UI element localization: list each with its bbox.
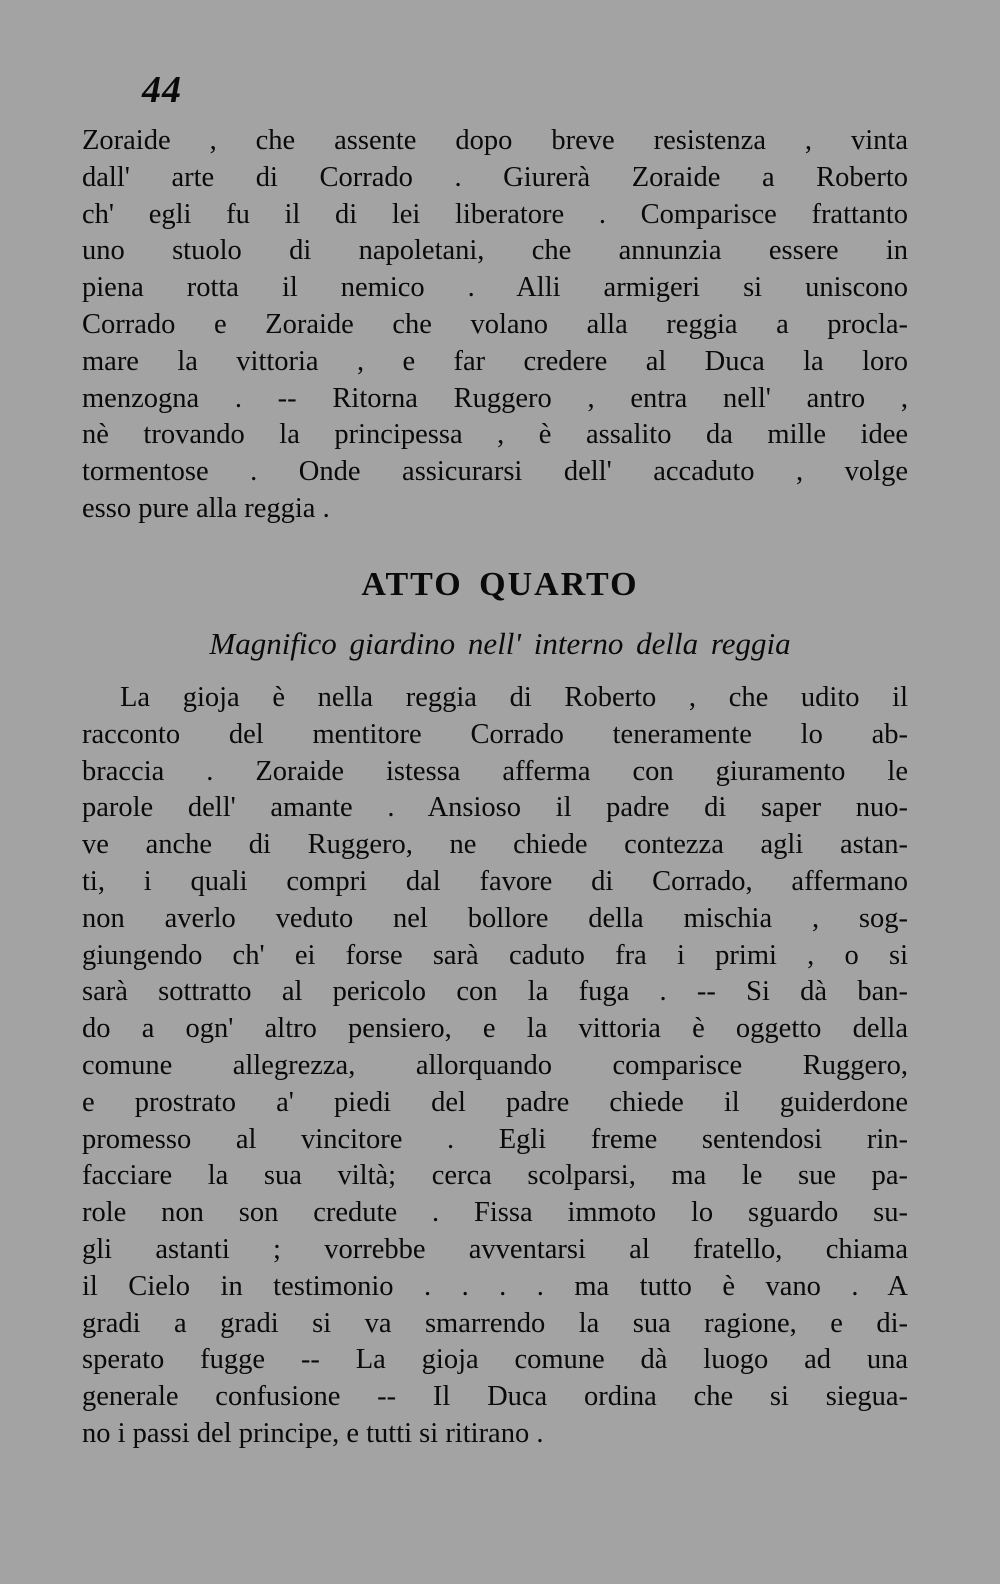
text-line: gli astanti ; vorrebbe avventarsi al fratello, chiama bbox=[82, 1233, 908, 1265]
text-line: generale confusione -- Il Duca ordina che si siegua- bbox=[82, 1381, 908, 1413]
text-line: La gioja è nella reggia di Roberto , che udito il bbox=[120, 682, 908, 713]
text-line: parole dell' amante . Ansioso il padre di saper nuo- bbox=[82, 792, 908, 824]
text-line: braccia . Zoraide istessa afferma con giuramento le bbox=[82, 755, 908, 787]
text-line: esso pure alla reggia . bbox=[82, 492, 330, 524]
text-line: mare la vittoria , e far credere al Duca la loro bbox=[82, 345, 908, 377]
text-line: racconto del mentitore Corrado teneramente lo ab- bbox=[82, 718, 908, 750]
text-line: Corrado e Zoraide che volano alla reggia a procla- bbox=[82, 308, 908, 340]
text-line: menzogna . -- Ritorna Ruggero , entra nell' antro , bbox=[82, 382, 908, 414]
text-line: Zoraide , che assente dopo breve resistenza , vinta bbox=[82, 125, 908, 156]
text-line: tormentose . Onde assicurarsi dell' accaduto , volge bbox=[82, 456, 908, 488]
text-line: uno stuolo di napoletani, che annunzia essere in bbox=[82, 235, 908, 267]
page-number: 44 bbox=[142, 69, 182, 111]
text-line: ti, i quali compri dal favore di Corrado, affermano bbox=[82, 865, 908, 897]
text-line: gradi a gradi si va smarrendo la sua ragione, e di- bbox=[82, 1307, 908, 1339]
text-line: do a ogn' altro pensiero, e la vittoria è oggetto della bbox=[82, 1013, 908, 1045]
paragraph-synopsis-act-four bbox=[82, 680, 908, 1453]
text-line: nè trovando la principessa , è assalito da mille idee bbox=[82, 419, 908, 451]
text-line: sarà sottratto al pericolo con la fuga . -- Si dà ban- bbox=[82, 976, 908, 1008]
text-line: comune allegrezza, allorquando comparisce Ruggero, bbox=[82, 1049, 908, 1081]
text-line: facciare la sua viltà; cerca scolparsi, ma le sue pa- bbox=[82, 1160, 908, 1192]
text-line: giungendo ch' ei forse sarà caduto fra i primi , o si bbox=[82, 939, 908, 971]
text-line: no i passi del principe, e tutti si ritirano . bbox=[82, 1417, 544, 1449]
text-line: ch' egli fu il di lei liberatore . Comparisce frattanto bbox=[82, 198, 908, 230]
act-heading: ATTO QUARTO bbox=[361, 566, 639, 603]
text-line: e prostrato a' piedi del padre chiede il guiderdone bbox=[82, 1086, 908, 1118]
text-line: sperato fugge -- La gioja comune dà luogo ad una bbox=[82, 1344, 908, 1376]
scene-subheading: Magnifico giardino nell' interno della reggia bbox=[209, 626, 791, 661]
paragraph-synopsis-act-three-end bbox=[82, 123, 908, 528]
text-line: il Cielo in testimonio . . . . ma tutto è vano . A bbox=[82, 1270, 908, 1302]
text-line: ve anche di Ruggero, ne chiede contezza agli astan- bbox=[82, 829, 908, 861]
text-line: role non son credute . Fissa immoto lo sguardo su- bbox=[82, 1197, 908, 1229]
text-line: non averlo veduto nel bollore della mischia , sog- bbox=[82, 902, 908, 934]
text-line: promesso al vincitore . Egli freme sentendosi rin- bbox=[82, 1123, 908, 1155]
text-line: dall' arte di Corrado . Giurerà Zoraide a Roberto bbox=[82, 161, 908, 193]
text-line: piena rotta il nemico . Alli armigeri si uniscono bbox=[82, 272, 908, 304]
